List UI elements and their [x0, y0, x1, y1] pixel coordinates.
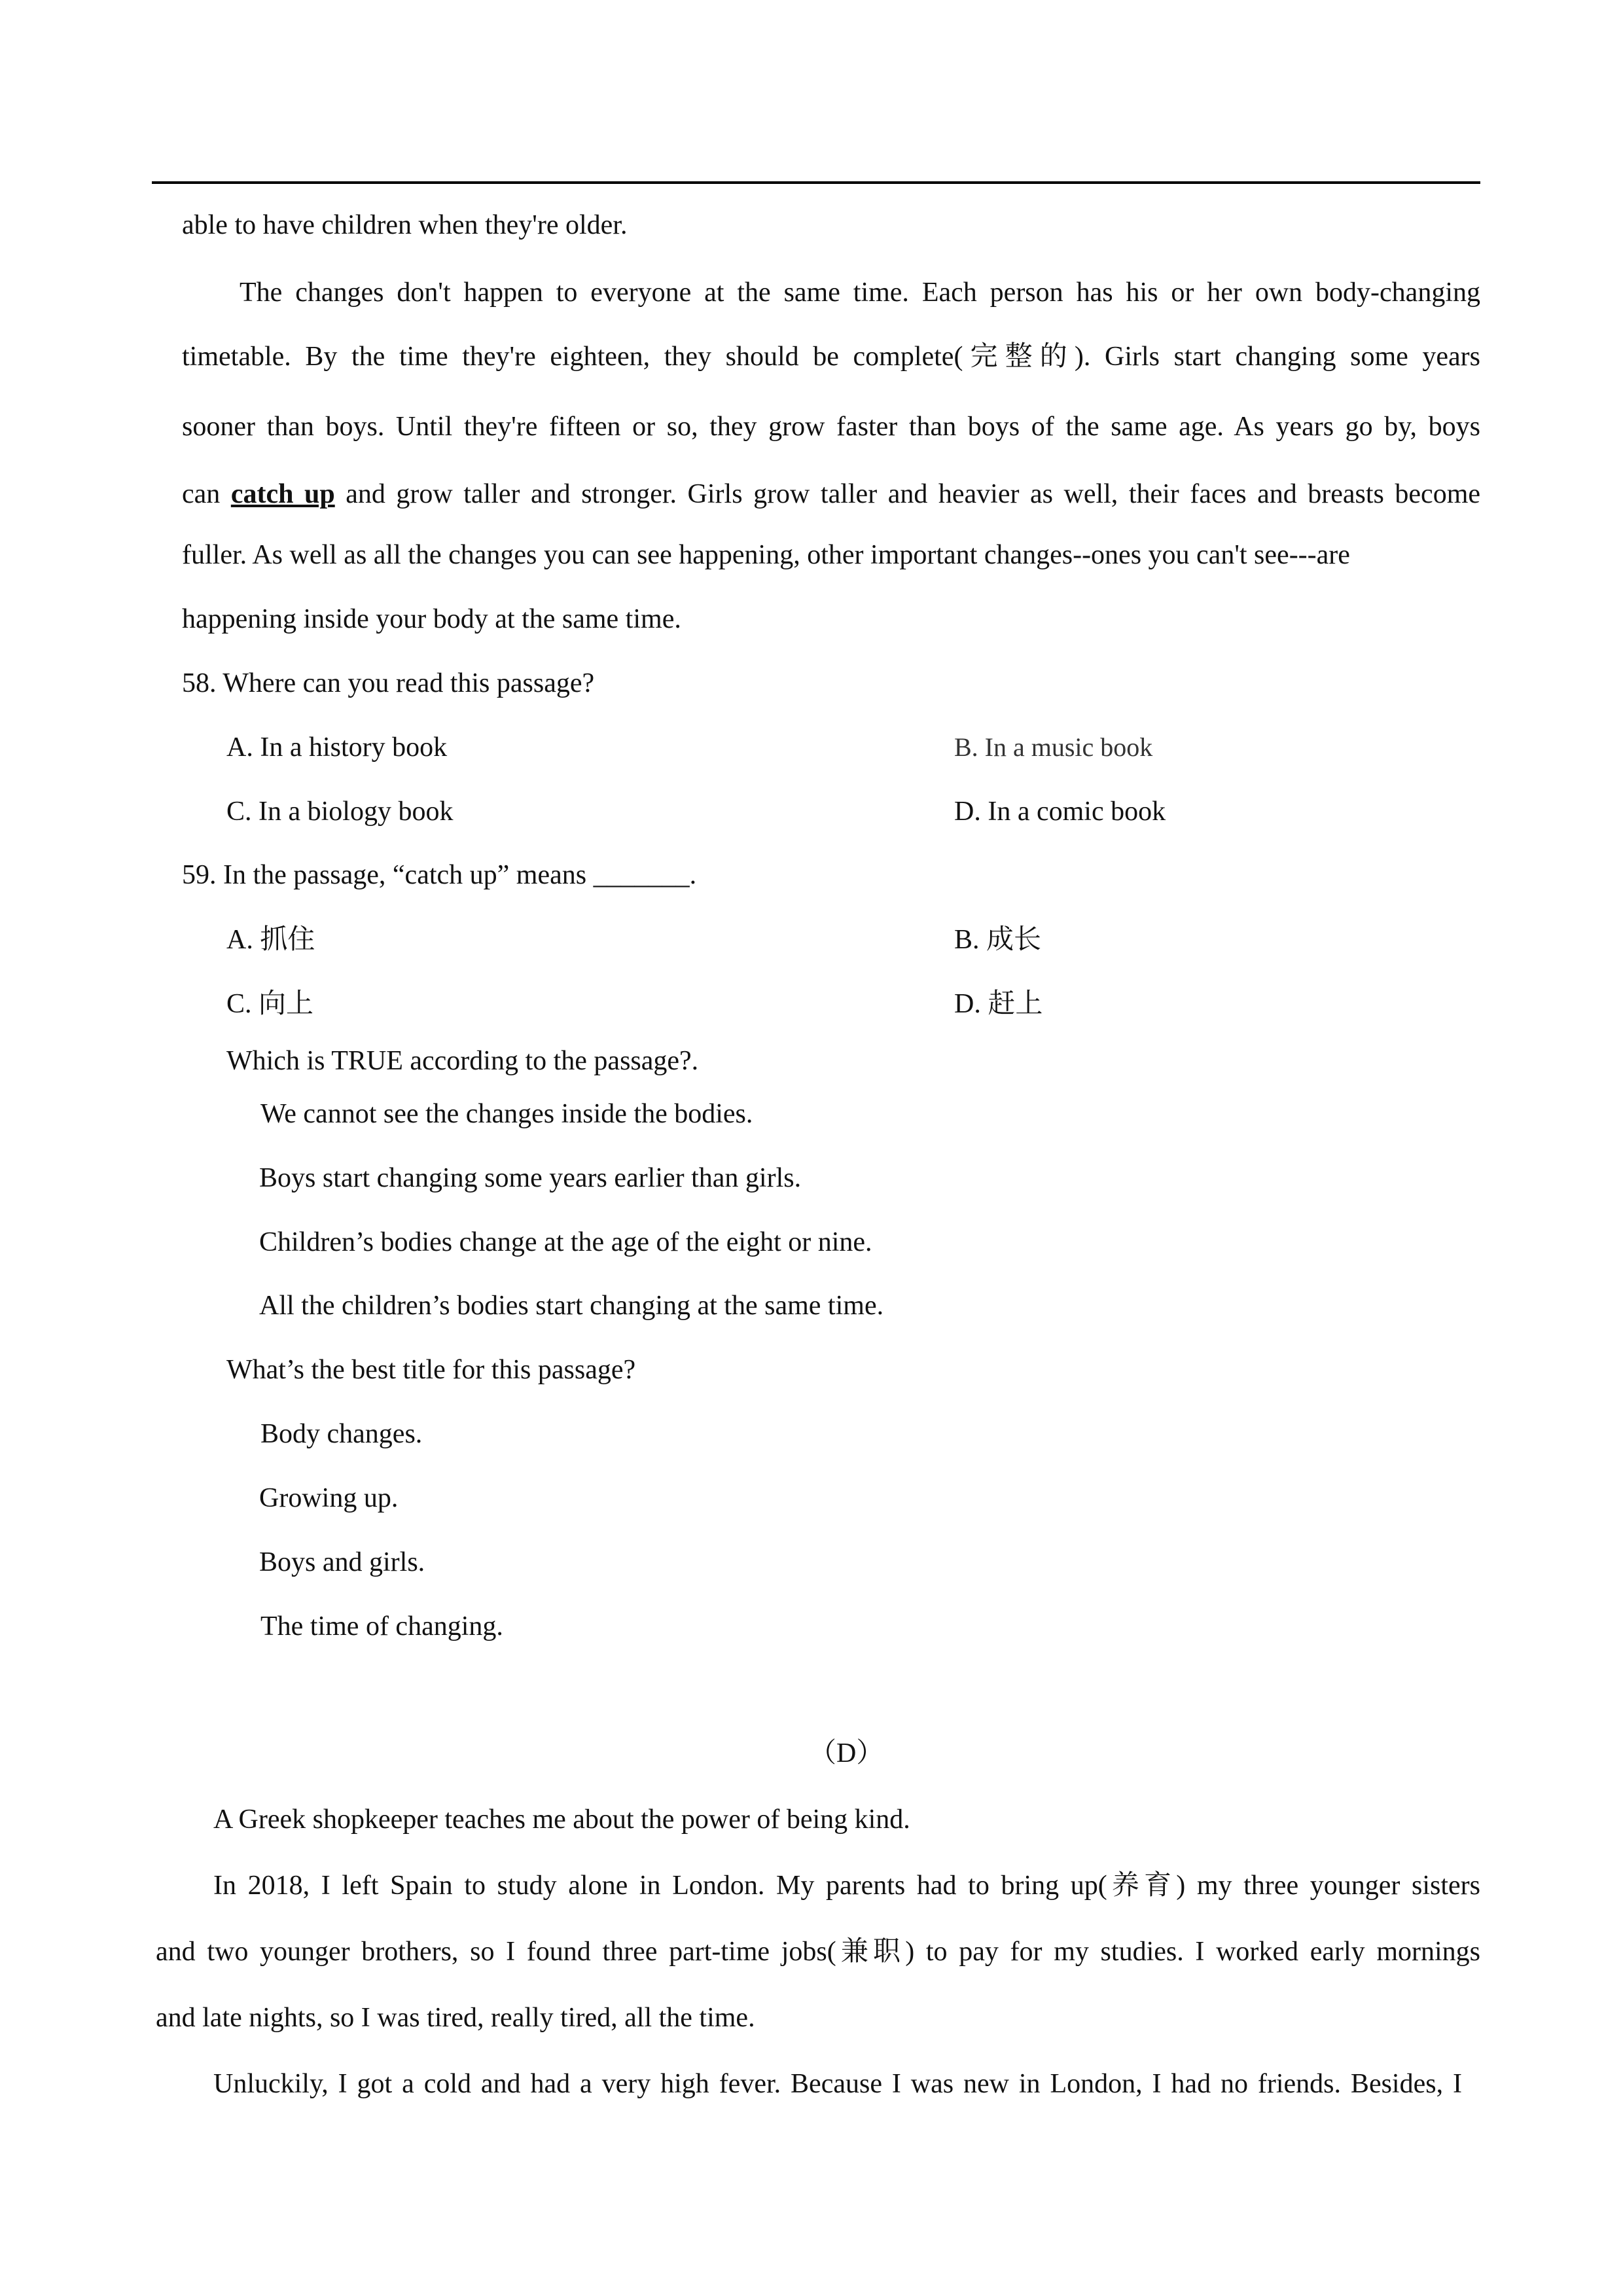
- question-60-stem: Which is TRUE according to the passage?.: [226, 1046, 699, 1076]
- question-58-option-d: D. In a comic book: [954, 797, 1166, 827]
- question-58-option-a: A. In a history book: [226, 732, 448, 762]
- passage-line: able to have children when they're older.: [182, 210, 628, 240]
- question-59-option-c: C. 向上: [226, 989, 314, 1019]
- passage-line: and two younger brothers, so I found three part-time jobs(兼职) to pay for my studies. I worked early mornings: [156, 1937, 1480, 1967]
- header-rule: [152, 181, 1480, 184]
- passage-line: In 2018, I left Spain to study alone in London. My parents had to bring up(养育) my three younger sisters: [213, 1871, 1480, 1901]
- passage-line: sooner than boys. Until they're fifteen or so, they grow faster than boys of the same age. As years go by, boys: [182, 412, 1480, 442]
- passage-text: and grow taller and stronger. Girls grow taller and heavier as well, their faces and breasts become: [346, 479, 1481, 509]
- passage-line: timetable. By the time they're eighteen, they should be complete(完整的). Girls start changing some years: [182, 342, 1480, 372]
- passage-line: fuller. As well as all the changes you can see happening, other important changes--ones you can't see---are: [182, 540, 1350, 570]
- passage-line: A Greek shopkeeper teaches me about the power of being kind.: [213, 1804, 910, 1835]
- passage-line: The changes don't happen to everyone at the same time. Each person has his or her own body-changing: [240, 278, 1480, 308]
- passage-line: and late nights, so I was tired, really tired, all the time.: [156, 2003, 755, 2033]
- question-61-option: Boys and girls.: [259, 1547, 425, 1577]
- question-58-option-c: C. In a biology book: [226, 797, 454, 827]
- question-60-option: Boys start changing some years earlier than girls.: [259, 1163, 802, 1193]
- question-61-stem: What’s the best title for this passage?: [226, 1355, 636, 1385]
- passage-line: [182, 477, 1480, 511]
- section-heading: （D）: [809, 1738, 884, 1768]
- question-60-option: We cannot see the changes inside the bodies.: [260, 1099, 753, 1129]
- question-59-stem: 59. In the passage, “catch up” means _______.: [182, 860, 697, 890]
- passage-line: happening inside your body at the same time.: [182, 604, 681, 634]
- question-58-option-b: B. In a music book: [954, 732, 1153, 762]
- question-61-option: Growing up.: [259, 1483, 399, 1513]
- question-61-option: The time of changing.: [260, 1611, 503, 1641]
- question-60-option: Children’s bodies change at the age of the eight or nine.: [259, 1227, 872, 1257]
- question-60-option: All the children’s bodies start changing at the same time.: [259, 1291, 884, 1321]
- question-61-option: Body changes.: [260, 1419, 423, 1449]
- keyword-catch-up: catch up: [230, 479, 335, 509]
- question-59-option-b: B. 成长: [954, 925, 1042, 955]
- passage-line: Unluckily, I got a cold and had a very high fever. Because I was new in London, I had no friends. Besides, I: [213, 2069, 1462, 2099]
- question-59-option-a: A. 抓住: [226, 925, 315, 955]
- question-59-option-d: D. 赶上: [954, 989, 1043, 1019]
- question-58-stem: 58. Where can you read this passage?: [182, 668, 595, 698]
- passage-text: can: [182, 479, 221, 509]
